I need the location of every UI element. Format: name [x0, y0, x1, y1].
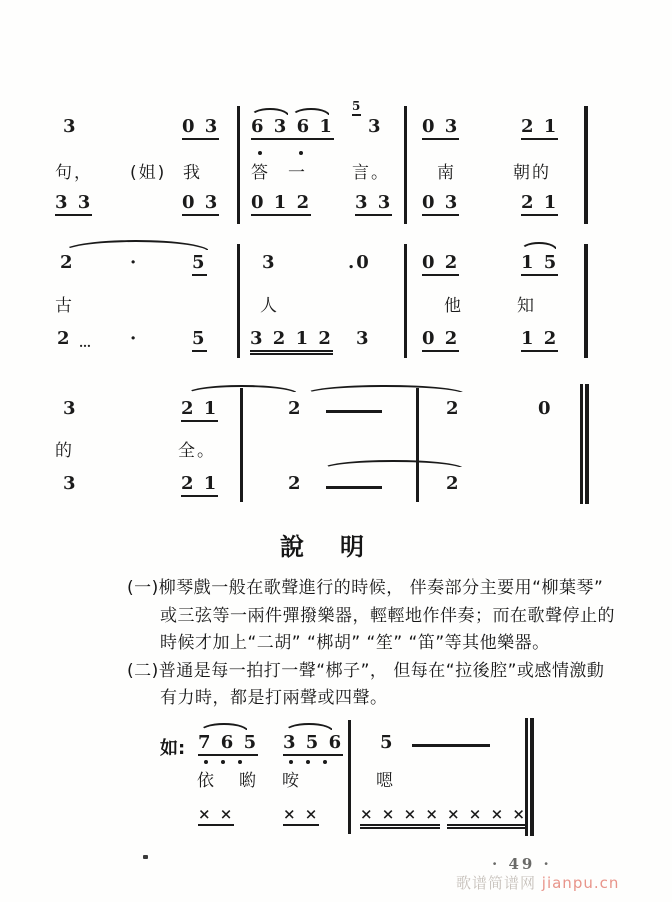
lyric: 依	[197, 771, 216, 791]
note: 2	[288, 473, 303, 494]
note: 0 3	[182, 117, 219, 140]
barline	[584, 244, 588, 358]
section-title: 說 明	[280, 533, 370, 561]
lyric: 言。	[352, 163, 390, 183]
note: 5	[192, 253, 207, 276]
note: 3	[368, 116, 383, 137]
octave-dot	[204, 760, 208, 764]
lyric: 咹	[282, 771, 301, 791]
note: 1 2	[521, 329, 558, 352]
lyric: 知	[517, 296, 536, 316]
note: 0 1 2	[251, 193, 311, 216]
slur-arc	[322, 460, 464, 469]
lyric: 一	[288, 163, 307, 183]
note: ·	[130, 328, 139, 349]
note: 3 3	[355, 193, 392, 216]
page-number: · 49 ·	[492, 855, 552, 873]
extension-line	[326, 410, 382, 413]
lyric: 古	[55, 296, 74, 316]
lyric: 他	[444, 296, 463, 316]
explanation-line: (二)普通是每一拍打一聲“梆子”， 但每在“拉後腔”或感情激動	[127, 661, 605, 681]
note: 3 3	[55, 193, 92, 216]
lyric: 我	[183, 163, 202, 183]
note: 0 3	[422, 117, 459, 140]
example-label: 如:	[160, 738, 186, 759]
slur-arc	[284, 723, 334, 732]
note: 2 1	[521, 117, 558, 140]
barline	[416, 388, 419, 502]
lyric: 嗯	[376, 771, 395, 791]
lyric: 喲	[239, 771, 258, 791]
note: 3	[262, 252, 277, 273]
percussion-note: × ×	[283, 806, 319, 826]
note: 3	[63, 473, 78, 494]
note: 2	[60, 252, 75, 273]
note: 0 3	[422, 193, 459, 216]
percussion-note: × ×	[198, 806, 234, 826]
octave-dot	[323, 760, 327, 764]
percussion-note: × × × ×	[360, 806, 440, 829]
note: 3	[63, 116, 78, 137]
note: 2	[288, 398, 303, 419]
watermark-url: jianpu.cn	[541, 874, 620, 892]
note: 0 2	[422, 253, 459, 276]
lyric: 南	[437, 163, 456, 183]
lyric: 的	[55, 441, 74, 461]
barline	[584, 106, 588, 224]
final-barline	[580, 384, 589, 504]
note: 2 1	[181, 474, 218, 497]
note: 3	[356, 328, 371, 349]
note: 2	[57, 328, 72, 349]
octave-dot	[289, 760, 293, 764]
note: 2 1	[181, 399, 218, 422]
note: 3	[63, 398, 78, 419]
lyric: 朝的	[513, 163, 551, 183]
note: 7 6 5	[198, 733, 258, 756]
lyric: 答	[251, 163, 270, 183]
explanation-line: 有力時，都是打兩聲或四聲。	[160, 688, 388, 708]
lyric: 人	[260, 296, 279, 316]
note: ·	[130, 252, 139, 273]
lyric: 全。	[178, 441, 216, 461]
note: 0 3	[182, 193, 219, 216]
note: 3 2 1 2	[250, 329, 333, 355]
barline	[404, 244, 407, 358]
slur-arc	[520, 242, 558, 251]
octave-dot	[306, 760, 310, 764]
explanation-line: 時候才加上“二胡” “梆胡” “笙” “笛”等其他樂器。	[160, 633, 550, 653]
note: 0	[538, 398, 553, 419]
note: .0	[348, 252, 371, 273]
explanation-line: (一)柳琴戲一般在歌聲進行的時候， 伴奏部分主要用“柳葉琴”	[127, 578, 604, 598]
watermark	[456, 872, 619, 893]
octave-dot	[221, 760, 225, 764]
barline	[240, 388, 243, 502]
note: …	[79, 336, 92, 350]
note: 1 5	[521, 253, 558, 276]
lyric: (姐)	[130, 163, 167, 183]
extension-line	[326, 486, 382, 489]
grace-note: 5	[352, 100, 361, 116]
note: 3 5 6	[283, 733, 343, 756]
slur-arc	[62, 240, 210, 252]
barline	[348, 720, 351, 834]
note: 2	[446, 398, 461, 419]
note: 2	[446, 473, 461, 494]
note: 5	[380, 732, 395, 753]
octave-dot	[238, 760, 242, 764]
slur-arc	[305, 385, 465, 394]
note: 2 1	[521, 193, 558, 216]
octave-dot	[299, 151, 303, 155]
barline	[237, 244, 240, 358]
lyric: 句，	[55, 163, 93, 183]
note: 5	[192, 329, 207, 352]
barline	[237, 106, 240, 224]
ink-speck	[143, 855, 148, 859]
barline	[404, 106, 407, 224]
extension-line	[412, 744, 490, 747]
percussion-note: × × × ×	[447, 806, 527, 829]
octave-dot	[258, 151, 262, 155]
slur-arc	[199, 723, 249, 732]
explanation-line: 或三弦等一兩件彈撥樂器，輕輕地作伴奏；而在歌聲停止的	[160, 606, 615, 626]
note: 0 2	[422, 329, 459, 352]
note: 6 3 6 1	[251, 117, 334, 140]
watermark-site-name: 歌谱简谱网	[456, 874, 542, 892]
